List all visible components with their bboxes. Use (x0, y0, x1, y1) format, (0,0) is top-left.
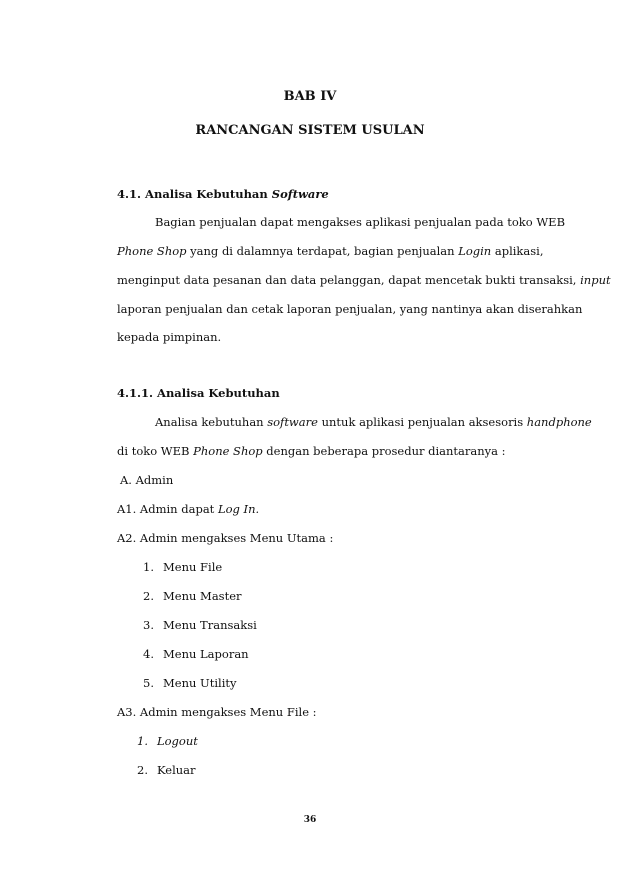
list-item (137, 763, 196, 777)
text-span: A1. Admin dapat (117, 502, 215, 516)
italic-term: Log In. (217, 502, 260, 516)
list-item-a: A. Admin (120, 473, 174, 487)
list-number: 5. (143, 676, 154, 690)
section-heading-4-1-1: 4.1.1. Analisa Kebutuhan (117, 386, 280, 400)
list-number: 1. (137, 734, 148, 748)
list-number: 2. (137, 763, 148, 777)
italic-term: handphone (526, 415, 592, 429)
list-label: Menu Transaksi (163, 618, 257, 632)
list-item-a3: A3. Admin mengakses Menu File : (117, 705, 317, 719)
italic-term: input (580, 273, 611, 287)
text-span: yang di dalamnya terdapat, bagian penjualan (190, 244, 455, 258)
list-item (143, 560, 222, 574)
italic-term: software (267, 415, 318, 429)
paragraph-line: kepada pimpinan. (117, 330, 222, 344)
chapter-title: RANCANGAN SISTEM USULAN (195, 123, 425, 138)
section-heading-text: Analisa Kebutuhan (145, 187, 268, 201)
list-item-a2: A2. Admin mengakses Menu Utama : (117, 531, 334, 545)
list-label: Keluar (157, 763, 196, 777)
list-item (143, 618, 257, 632)
chapter-label: BAB IV (283, 89, 337, 104)
paragraph-line (155, 415, 592, 429)
paragraph-line (117, 444, 506, 458)
italic-term: Phone Shop (193, 444, 263, 458)
text-span: untuk aplikasi penjualan aksesoris (321, 415, 524, 429)
paragraph-line: laporan penjualan dan cetak laporan penjualan, yang nantinya akan diserahkan (117, 302, 583, 316)
paragraph-line: Bagian penjualan dapat mengakses aplikasi penjualan pada toko WEB (155, 215, 566, 229)
section-heading-4-1 (117, 187, 329, 201)
italic-term: Login (458, 244, 492, 258)
text-span: di toko WEB (117, 444, 190, 458)
list-item (143, 589, 242, 603)
paragraph-line (117, 244, 544, 258)
section-number: 4.1. (117, 187, 142, 201)
list-label: Menu Utility (163, 676, 237, 690)
list-item (137, 734, 198, 748)
list-number: 1. (143, 560, 154, 574)
list-label: Menu Master (163, 589, 242, 603)
list-label: Logout (157, 734, 198, 748)
section-heading-italic: Software (271, 187, 329, 201)
list-item (143, 647, 249, 661)
list-number: 2. (143, 589, 154, 603)
text-span: Analisa kebutuhan (155, 415, 264, 429)
list-label: Menu File (163, 560, 223, 574)
list-label: Menu Laporan (163, 647, 249, 661)
paragraph-line (117, 273, 611, 287)
text-span: dengan beberapa prosedur diantaranya : (266, 444, 506, 458)
list-number: 3. (143, 618, 154, 632)
italic-term: Phone Shop (117, 244, 187, 258)
text-span: aplikasi, (494, 244, 544, 258)
list-item-a1 (117, 502, 259, 516)
list-item (143, 676, 237, 690)
page-number: 36 (303, 815, 317, 825)
text-span: menginput data pesanan dan data pelanggan, dapat mencetak bukti transaksi, (117, 273, 577, 287)
list-number: 4. (143, 647, 154, 661)
